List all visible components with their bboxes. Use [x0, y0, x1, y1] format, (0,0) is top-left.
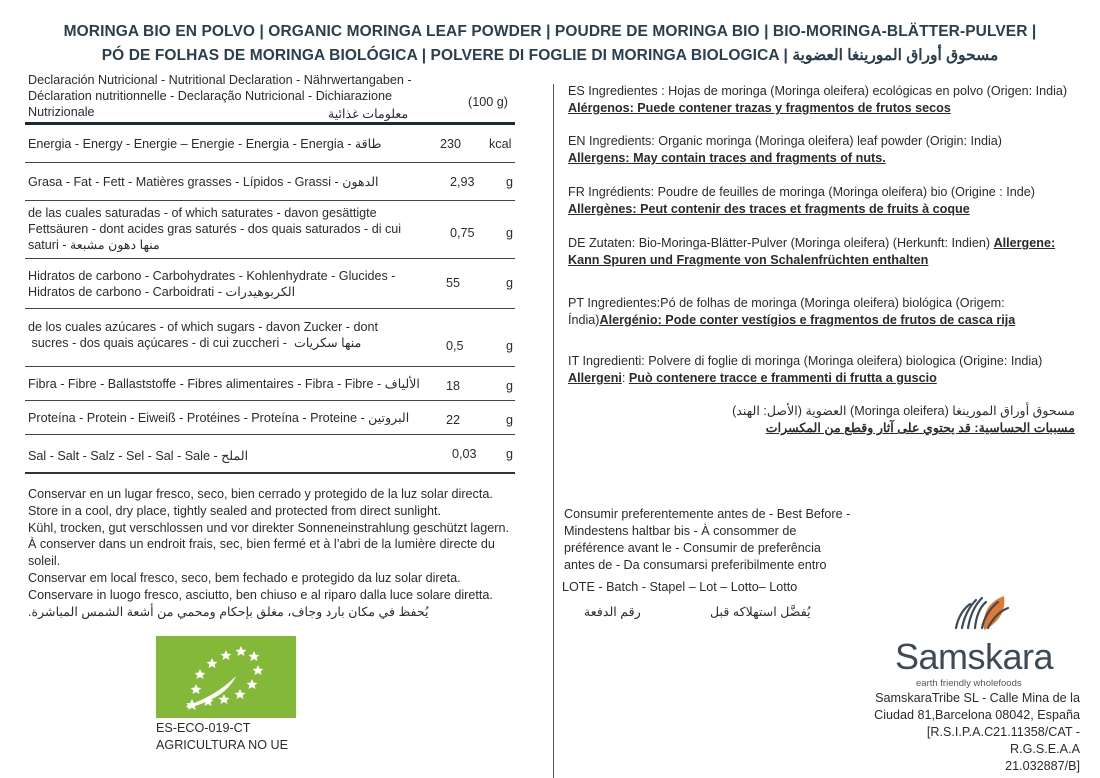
nutrition-row-salt: Sal - Salt - Salz - Sel - Sal - Sale - الملح	[28, 449, 249, 463]
row-divider	[25, 308, 515, 309]
nutrition-unit-salt: g	[506, 447, 514, 461]
allergen-label-it: Allergeni	[568, 371, 622, 385]
row-divider	[25, 434, 515, 435]
nutrition-per-100g: (100 g)	[468, 95, 508, 109]
eu-organic-logo	[156, 636, 296, 718]
best-before-arabic: يُفضَّل استهلاكه قبل	[710, 605, 811, 619]
row-divider	[25, 258, 515, 259]
nutrition-row-energy: Energia - Energy - Energie – Energie - Energia - Energia - طاقة	[28, 137, 382, 151]
nutrition-value-saturates: 0,75	[450, 226, 475, 240]
allergen-de: Kann Spuren und Fragmente von Schalenfrüchten enthalten	[568, 253, 929, 267]
nutrition-row-fat: Grasa - Fat - Fett - Matières grasses - Lípidos - Grassi - الدهون	[28, 175, 379, 189]
ingredients-pt: PT Ingredientes:Pó de folhas de moringa (Moringa oleifera) biológica (Origem: Índia)Alergénio: Pode conter vestígios e fragmentos de frutos de casca rija	[568, 296, 1016, 327]
batch-label-arabic: رقم الدفعة	[584, 605, 641, 619]
allergen-ar: مسببات الحساسية: قد يحتوي على آثار وقطع من المكسرات	[765, 421, 1075, 435]
nutrition-value-protein: 22	[446, 413, 461, 427]
allergen-label-de: Allergene:	[993, 236, 1056, 250]
title-line-1: MORINGA BIO EN POLVO | ORGANIC MORINGA LEAF POWDER | POUDRE DE MORINGA BIO | BIO-MORINGA-BLÄTTER-PULVER |	[63, 23, 1037, 40]
row-divider	[25, 400, 515, 401]
title-line-2: PÓ DE FOLHAS DE MORINGA BIOLÓGICA | POLVERE DI FOGLIE DI MORINGA BIOLOGICA | مسحوق أوراق المورينغا العضوية	[101, 47, 999, 64]
nutrition-value-energy: 230	[440, 137, 462, 151]
brand-tagline: earth friendly wholefoods	[916, 678, 1022, 689]
nutrition-value-fibre: 18	[446, 379, 461, 393]
allergen-en: Allergens: May contain traces and fragments of nuts.	[568, 151, 886, 165]
nutrition-unit-fat: g	[506, 175, 514, 189]
row-divider	[25, 162, 515, 163]
ingredients-en: EN Ingredients: Organic moringa (Moringa oleifera) leaf powder (Origin: India) Allergens: May contain traces and fragments of nuts.	[568, 134, 1002, 165]
nutrition-unit-carbohydrates: g	[506, 276, 514, 290]
ingredients-ar: مسحوق أوراق المورينغا (Moringa oleifera) العضوية (الأصل: الهند) مسببات الحساسية: قد يحتوي على آثار وقطع من المكسرات	[732, 404, 1075, 435]
nutrition-value-carbohydrates: 55	[446, 276, 461, 290]
ingredients-it: IT Ingredienti: Polvere di foglie di moringa (Moringa oleifera) biologica (Origine: India) Allergeni: Può contenere tracce e frammenti di frutta a guscio	[568, 354, 1043, 385]
nutrition-unit-saturates: g	[506, 226, 514, 240]
nutrition-unit-energy: kcal	[489, 137, 512, 151]
nutrition-row-carbohydrates: Hidratos de carbono - Carbohydrates - Kohlenhydrate - Glucides - Hidratos de carbono - Carboidrati - الكربوهيدرات	[28, 269, 396, 299]
company-address: SamskaraTribe SL - Calle Mina de la Ciudad 81,Barcelona 08042, España [R.S.I.P.A.C21.11358/CAT - R.G.S.E.A.A 21.032887/B]	[874, 691, 1080, 773]
batch-label: LOTE - Batch - Stapel – Lot – Lotto– Lotto	[562, 580, 798, 594]
table-bottom-rule	[25, 472, 515, 474]
ingredients-de: DE Zutaten: Bio-Moringa-Blätter-Pulver (Moringa oleifera) (Herkunft: Indien) Allergene: Kann Spuren und Fragmente von Schalenfrüchten enthalten	[568, 236, 1056, 267]
nutrition-unit-fibre: g	[506, 379, 514, 393]
nutrition-unit-protein: g	[506, 413, 514, 427]
row-divider	[25, 366, 515, 367]
nutrition-row-sugars: de los cuales azúcares - of which sugars - davon Zucker - dont sucres - dos quais açúcares - di cui zuccheri - منها سكريات	[28, 320, 378, 350]
brand-name: Samskara	[895, 636, 1054, 677]
allergen-it: Può contenere tracce e frammenti di frutta a guscio	[628, 371, 937, 385]
row-divider	[25, 200, 515, 201]
nutrition-header: Declaración Nutricional - Nutritional Declaration - Nährwertangaben - Déclaration nutritionnelle - Declaração Nutricional - Dichiarazione Nutrizionale	[28, 73, 412, 119]
nutrition-row-saturates: de las cuales saturadas - of which saturates - davon gesättigte Fettsäuren - dont acides gras saturés - dos quais saturados - di cui saturi - منها دهون مشبعة	[28, 206, 402, 252]
ingredients-es: ES Ingredientes : Hojas de moringa (Moringa oleifera) ecológicas en polvo (Origen: India) Alérgenos: Puede contener trazas y fragmentos de frutos secos	[568, 84, 1068, 115]
nutrition-unit-sugars: g	[506, 339, 514, 353]
eco-certification: ES-ECO-019-CT AGRICULTURA NO UE	[156, 721, 289, 752]
column-divider	[553, 84, 554, 778]
best-before-block: Consumir preferentemente antes de - Best Before - Mindestens haltbar bis - À consommer de préférence avant le - Consumir de preferência antes de - Da consumarsi preferibilmente entro	[564, 507, 851, 572]
nutrition-value-fat: 2,93	[450, 175, 475, 189]
allergen-fr: Allergènes: Peut contenir des traces et fragments de fruits à coque	[568, 202, 970, 216]
ingredients-fr: FR Ingrédients: Poudre de feuilles de moringa (Moringa oleifera) bio (Origine : Inde) Allergènes: Peut contenir des traces et fragments de fruits à coque	[568, 185, 1035, 216]
samskara-leaf-icon	[948, 592, 1020, 632]
allergen-pt: Alergénio: Pode conter vestígios e fragmentos de frutos de casca rija	[599, 313, 1016, 327]
header-divider	[25, 122, 515, 125]
storage-instructions: Conservar en un lugar fresco, seco, bien cerrado y protegido de la luz solar directa. Store in a cool, dry place, tightly sealed and protected from direct sunlight. Kühl, trocken, gut verschlossen und vor direkter Sonneneinstrahlung geschützt lagern. À conserver dans un endroit frais, sec, bien fermé et à l’abri de la lumière directe du soleil. Conservar em local fresco, seco, bem fechado e protegido da luz solar direta. Conservare in luogo fresco, asciutto, ben chiuso e al riparo dalla luce solare diretta. يُحفظ في مكان بارد وجاف، مغلق بإحكام ومحمي من أشعة الشمس المباشرة.	[28, 487, 509, 619]
eu-leaf-stars-icon	[156, 636, 296, 718]
nutrition-row-protein: Proteína - Protein - Eiweiß - Protéines - Proteína - Proteine - البروتين	[28, 411, 410, 425]
nutrition-value-sugars: 0,5	[446, 339, 464, 353]
nutrition-row-fibre: Fibra - Fibre - Ballaststoffe - Fibres alimentaires - Fibra - Fibre - الألياف	[28, 377, 420, 391]
nutrition-header-arabic: معلومات غذائية	[328, 107, 409, 121]
nutrition-value-salt: 0,03	[452, 447, 477, 461]
allergen-es: Alérgenos: Puede contener trazas y fragmentos de frutos secos	[568, 101, 951, 115]
